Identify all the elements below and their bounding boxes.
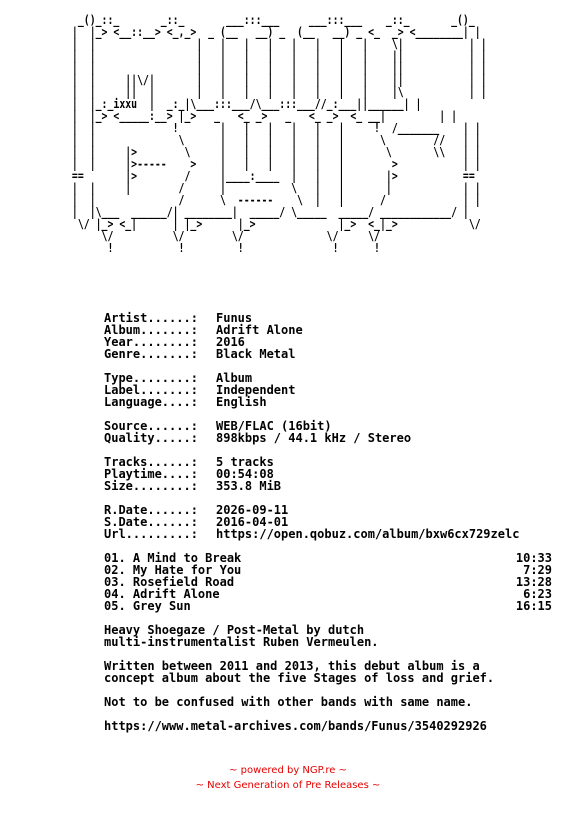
url-label: Url.........: [104,527,198,541]
track-time: 6:23 [523,587,552,601]
language-label: Language....: [104,395,198,409]
size-value: 353.8 MiB [216,479,282,493]
footer-powered-by: ~ powered by NGP.re ~ [229,765,347,776]
description-line: Heavy Shoegaze / Post-Metal by dutch [104,623,365,637]
size-label: Size........: [104,479,198,493]
size-row [104,480,552,492]
tracks-label: Tracks......: [104,455,198,469]
genre-row [104,348,552,360]
language-row [104,396,552,408]
release-info [104,312,552,732]
url-row [104,528,552,540]
track-title: 01. A Mind to Break [104,551,242,565]
playtime-label: Playtime....: [104,467,198,481]
quality-label: Quality.....: [104,431,198,445]
quality-value: 898kbps / 44.1 kHz / Stereo [216,431,412,445]
artist-value: Funus [216,311,253,325]
sdate-label: S.Date......: [104,515,198,529]
track-time: 7:29 [523,563,552,577]
rdate-value: 2026-09-11 [216,503,289,517]
genre-label: Genre.......: [104,347,198,361]
source-label: Source......: [104,419,198,433]
track-title: 02. My Hate for You [104,563,242,577]
rdate-label: R.Date......: [104,503,198,517]
track-title: 03. Rosefield Road [104,575,235,589]
type-label: Type........: [104,371,198,385]
track-title: 05. Grey Sun [104,599,191,613]
sdate-value: 2016-04-01 [216,515,289,529]
album-label: Album.......: [104,323,198,337]
disclaimer-line: Not to be confused with other bands with same name. [104,695,473,709]
track-title: 04. Adrift Alone [104,587,220,601]
playtime-value: 00:54:08 [216,467,274,481]
ascii-logo-art: _()_::_ _::_ ___:::___ ___:::___ _::_ _()_ | |_> <__::__> <_,_> _ (__ __) _ (__ __) _ <_ _> <________| | | | | | | | | | | | \| | | | | | | | | | | | | || | | | | | | | | | | | | || | | | | ||\/| | | | | | | | | || | | | | || | | | | | | | | | |\ | | | |_:_ixxu | _:_|\___:::___/\___:::___//_:___||______| | | |_> <_____:__> |_> _ <_ _> _ <_ _> <_ __| | | | | ! | | | | | | ! /_______ | | | | \ | | | | | | \ // | | | | |> \ | | | | | | \ \\ | | | | |>----- > | | | | | | > | | == |> / |____:____ | | | |> == | | | / | \ | | | | | | | / \ ------ \ | | / | | | |\___ ______/| ________| _____/ \_____ _____/ ____________/ | \/ |_> <_| | |_> |_> |_> <_|_> \/ \/ \/ \/ \/ \/ ! ! ! ! ! [71,13,487,255]
track-time: 10:33 [515,551,552,565]
artist-label: Artist......: [104,311,198,325]
type-value: Album [216,371,253,385]
year-label: Year........: [104,335,198,349]
description-line: Written between 2011 and 2013, this debut album is a [104,659,480,673]
source-value: WEB/FLAC (16bit) [216,419,332,433]
track-time: 16:15 [515,599,552,613]
url-value: https://open.qobuz.com/album/bxw6cx729zelc [216,527,520,541]
genre-value: Black Metal [216,347,296,361]
tracks-value: 5 tracks [216,455,274,469]
metal-archives-link[interactable]: https://www.metal-archives.com/bands/Funus/3540292926 [104,719,487,733]
description-line: multi-instrumentalist Ruben Vermeulen. [104,635,379,649]
footer-tagline: ~ Next Generation of Pre Releases ~ [195,780,381,791]
quality-row [104,432,552,444]
description-line: concept album about the five Stages of loss and grief. [104,671,495,685]
language-value: English [216,395,267,409]
track-time: 13:28 [515,575,552,589]
album-value: Adrift Alone [216,323,303,337]
year-value: 2016 [216,335,245,349]
track-row [104,600,552,612]
label-label: Label.......: [104,383,198,397]
label-value: Independent [216,383,296,397]
